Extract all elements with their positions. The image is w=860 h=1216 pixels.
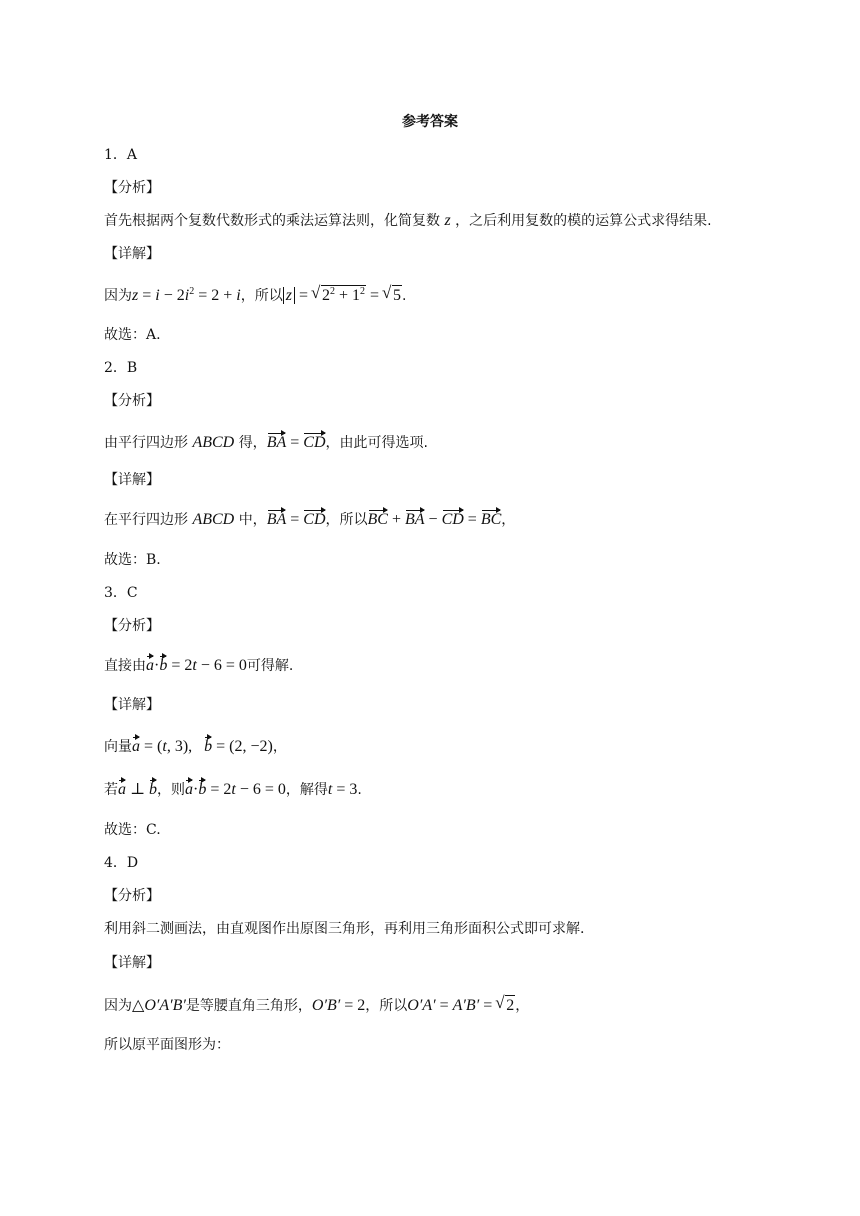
q2-detail-formula-1: BA = CD	[266, 511, 326, 528]
q3-detail-label: 【详解】	[104, 697, 160, 713]
q1-formula-modulus: z = √ $2^2 + 1^2$ = √ 5	[283, 287, 402, 304]
q1-analysis-text	[104, 211, 712, 231]
q2-analysis-pre: 由平行四边形	[104, 435, 188, 451]
q4-number: 4．D	[104, 855, 139, 871]
q3-detail1-pre: 向量	[104, 739, 132, 755]
q1-analysis-tail: ，之后利用复数的模的运算公式求得结果.	[455, 213, 712, 229]
q3-detail-line1	[104, 737, 287, 757]
q2-detail-text	[104, 510, 515, 530]
q1-detail-pre: 因为	[104, 288, 132, 304]
q2-detail-shape: ABCD	[192, 511, 235, 528]
q4-ob-length: O′B′ = 2	[311, 997, 366, 1014]
q3-detail2-mid: ，则	[157, 782, 186, 798]
q3-detail1-end: ，	[272, 739, 287, 755]
q4-detail-mid: 是等腰直角三角形，	[185, 998, 312, 1014]
q1-detail-text	[104, 285, 406, 306]
q3-analysis-tail: 可得解.	[246, 658, 294, 674]
q3-result: t = 3	[327, 781, 358, 798]
q2-analysis-label: 【分析】	[104, 393, 160, 409]
q4-analysis-text: 利用斜二测画法，由直观图作出原图三角形，再利用三角形面积公式即可求解.	[104, 921, 585, 937]
q2-answer: 故选：B.	[104, 552, 161, 568]
q1-detail-end: .	[402, 288, 407, 304]
q4-detail-mid2: ，所以	[365, 998, 408, 1014]
q2-detail-mid2: ，所以	[325, 512, 368, 528]
q2-analysis-formula: BA = CD	[266, 434, 326, 451]
q2-detail-formula-2: BC + BA − CD = BC	[367, 511, 502, 528]
q1-detail-mid: ，所以	[240, 288, 283, 304]
q2-detail-label: 【详解】	[104, 472, 160, 488]
q4-sides: O′A′ = A′B′ = √ 2	[407, 997, 515, 1014]
q1-analysis-main: 首先根据两个复数代数形式的乘法运算法则，化简复数	[104, 213, 440, 229]
q1-formula-z: $z = i - 2i^2 = 2 + i$	[132, 286, 241, 304]
q3-analysis-label: 【分析】	[104, 618, 160, 634]
q2-analysis-mid: 得，	[238, 435, 267, 451]
q2-analysis-text	[104, 433, 428, 453]
q1-analysis-variable: z	[444, 212, 451, 229]
q2-detail-mid: 中，	[238, 512, 267, 528]
q4-detail-line2: 所以原平面图形为：	[104, 1037, 230, 1053]
q3-analysis-formula: a·b = 2t − 6 = 0	[146, 657, 247, 674]
q3-vectors: a = (t, 3), b = (2, −2)	[132, 738, 273, 755]
q4-detail-label: 【详解】	[104, 955, 160, 971]
q4-detail-pre: 因为	[104, 998, 132, 1014]
q2-detail-end: ，	[501, 512, 516, 528]
q3-detail2-mid2: ，解得	[285, 782, 328, 798]
q1-answer: 故选：A.	[104, 327, 161, 343]
q3-number: 3．C	[104, 585, 138, 601]
q3-perp: a ⊥ b	[118, 781, 158, 798]
q3-detail2-pre: 若	[104, 782, 118, 798]
q3-detail-line2	[104, 780, 362, 800]
q2-analysis-tail: ，由此可得选项.	[325, 435, 428, 451]
q2-detail-pre: 在平行四边形	[104, 512, 188, 528]
q1-analysis-label: 【分析】	[104, 180, 160, 196]
q3-answer: 故选：C.	[104, 822, 161, 838]
q2-number: 2．B	[104, 360, 138, 376]
q3-analysis-pre: 直接由	[104, 658, 146, 674]
q2-analysis-shape: ABCD	[192, 434, 235, 451]
q3-detail2-end: .	[357, 782, 362, 798]
q3-analysis-text	[104, 656, 293, 676]
q4-analysis-label: 【分析】	[104, 888, 160, 904]
q4-detail-text	[104, 995, 529, 1016]
page-title: 参考答案	[402, 114, 458, 130]
q3-dot-product: a·b = 2t − 6 = 0	[185, 781, 286, 798]
q1-detail-label: 【详解】	[104, 246, 160, 262]
q4-detail-end: ，	[515, 998, 530, 1014]
q1-number: 1．A	[104, 147, 138, 163]
q4-triangle: △O′A′B′	[132, 997, 186, 1014]
